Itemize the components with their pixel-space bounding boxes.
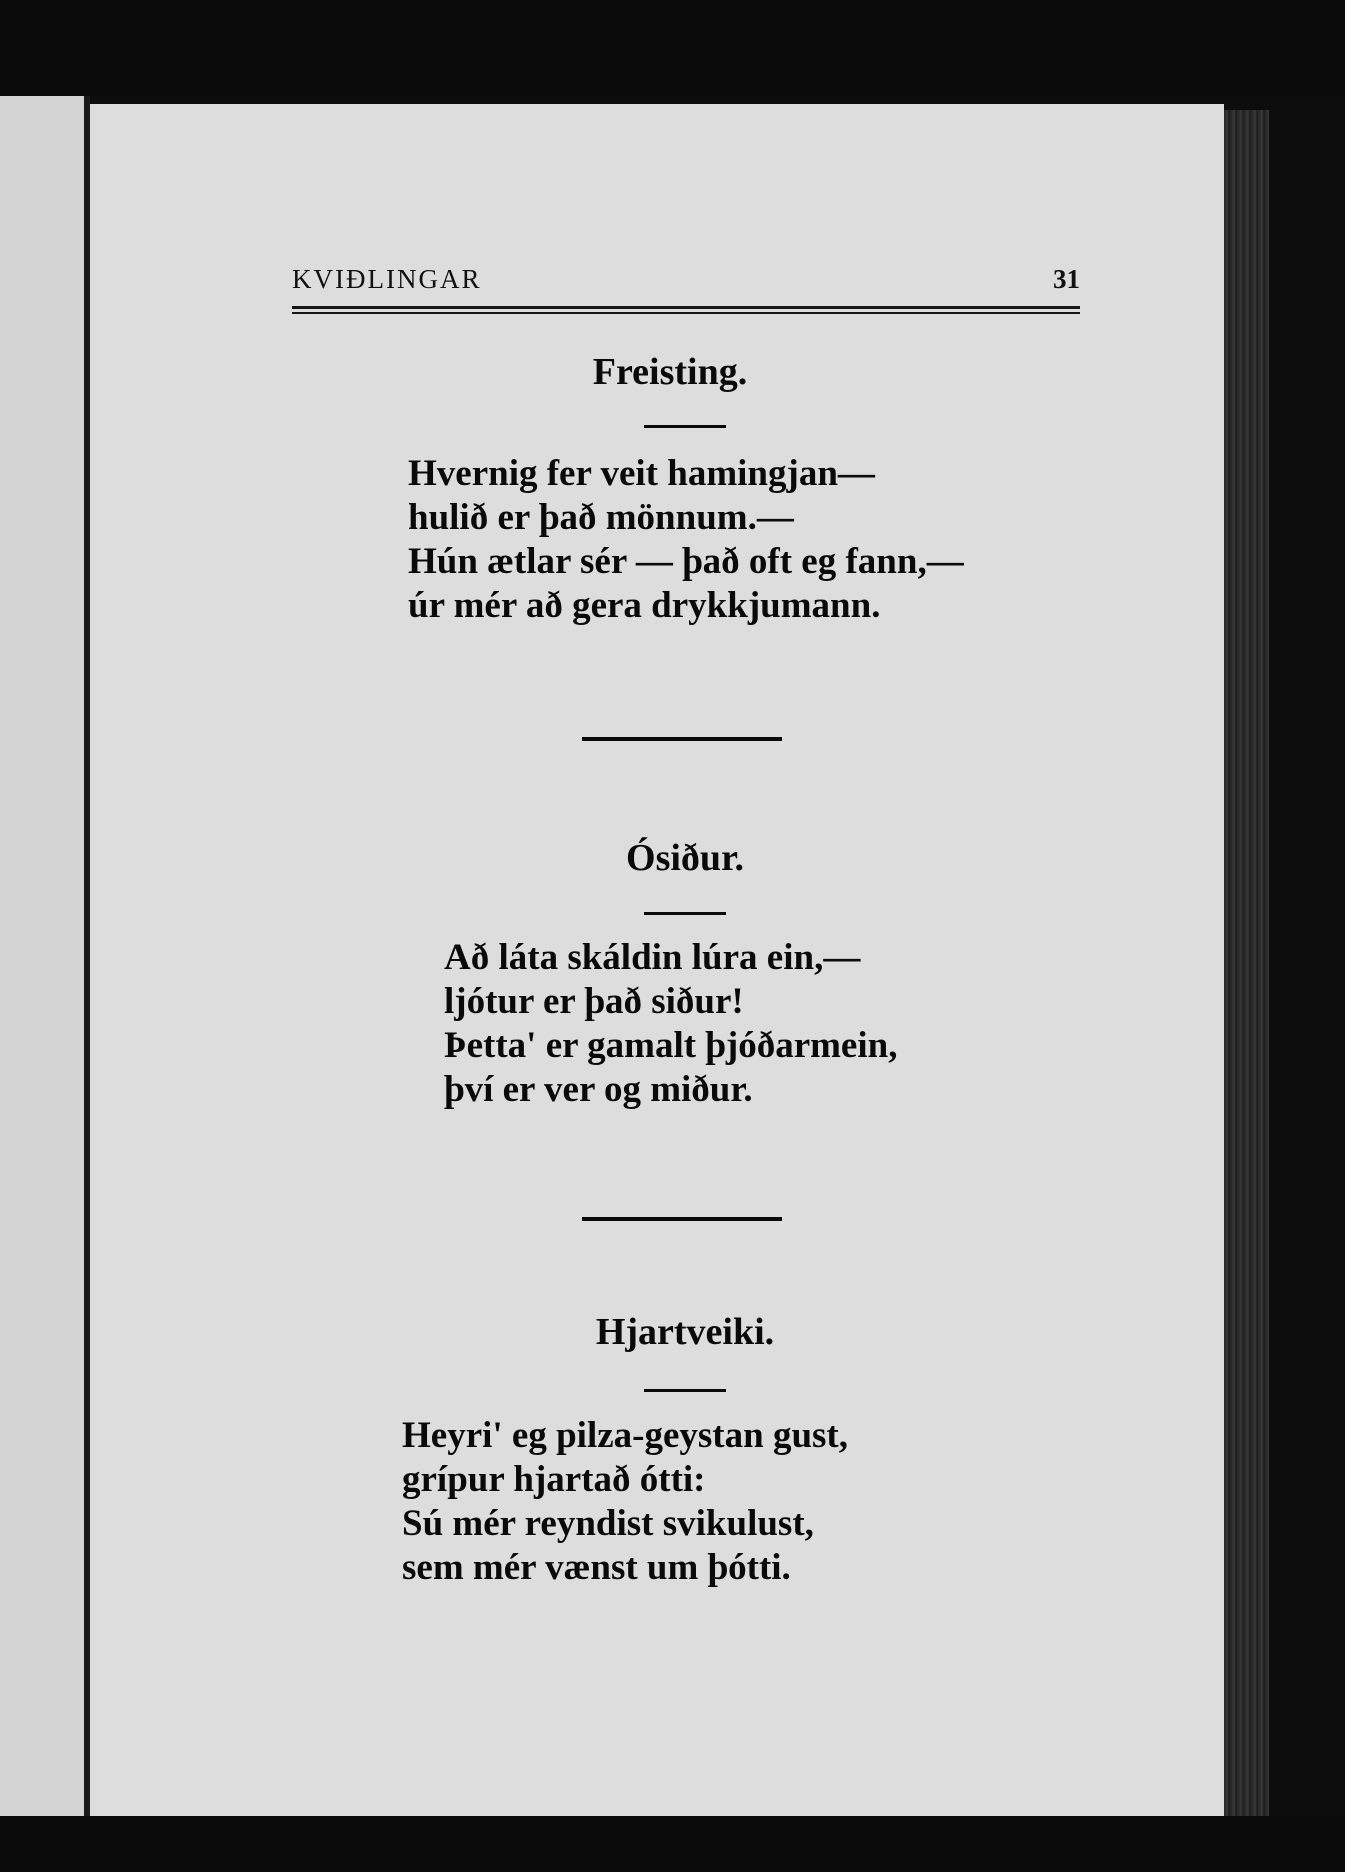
page-stack-edge xyxy=(1224,110,1269,1825)
title-rule xyxy=(644,425,726,428)
verse-line: Hvernig fer veit hamingjan— xyxy=(408,453,875,494)
header-rule-secondary xyxy=(292,312,1080,314)
scan-border-bottom xyxy=(0,1816,1345,1872)
verse-line: Hún ætlar sér — það oft eg fann,— xyxy=(408,541,964,582)
verse-line: grípur hjartað ótti: xyxy=(402,1459,706,1500)
verse-line: ljótur er það siður! xyxy=(444,981,744,1022)
verse-line: Þetta' er gamalt þjóðarmein, xyxy=(444,1025,898,1066)
title-rule xyxy=(644,1389,726,1392)
stanza-osidur xyxy=(444,936,897,1112)
verse-line: hulið er það mönnum.— xyxy=(408,497,794,538)
stanza-freisting xyxy=(408,452,964,628)
poem-title-hjartveiki: Hjartveiki. xyxy=(595,1311,775,1353)
scan-border-top xyxy=(0,0,1345,96)
stanza-hjartveiki xyxy=(402,1414,848,1590)
verse-line: Að láta skáldin lúra ein,— xyxy=(444,937,861,978)
verse-line: úr mér að gera drykkjumann. xyxy=(408,585,881,626)
section-divider xyxy=(582,1217,782,1221)
verse-line: Sú mér reyndist svikulust, xyxy=(402,1503,814,1544)
facing-page-edge xyxy=(0,96,88,1816)
running-head xyxy=(292,264,1080,304)
page-number: 31 xyxy=(1053,264,1080,294)
title-rule xyxy=(644,912,726,915)
running-title: KVIÐLINGAR xyxy=(292,264,482,294)
poem-title-osidur: Ósiður. xyxy=(626,837,744,879)
poem-title-freisting: Freisting. xyxy=(592,351,748,393)
verse-line: Heyri' eg pilza-geystan gust, xyxy=(402,1415,849,1456)
verse-line: sem mér vænst um þótti. xyxy=(402,1547,791,1588)
verse-line: því er ver og miður. xyxy=(444,1069,753,1110)
header-rule xyxy=(292,306,1080,309)
section-divider xyxy=(582,737,782,741)
